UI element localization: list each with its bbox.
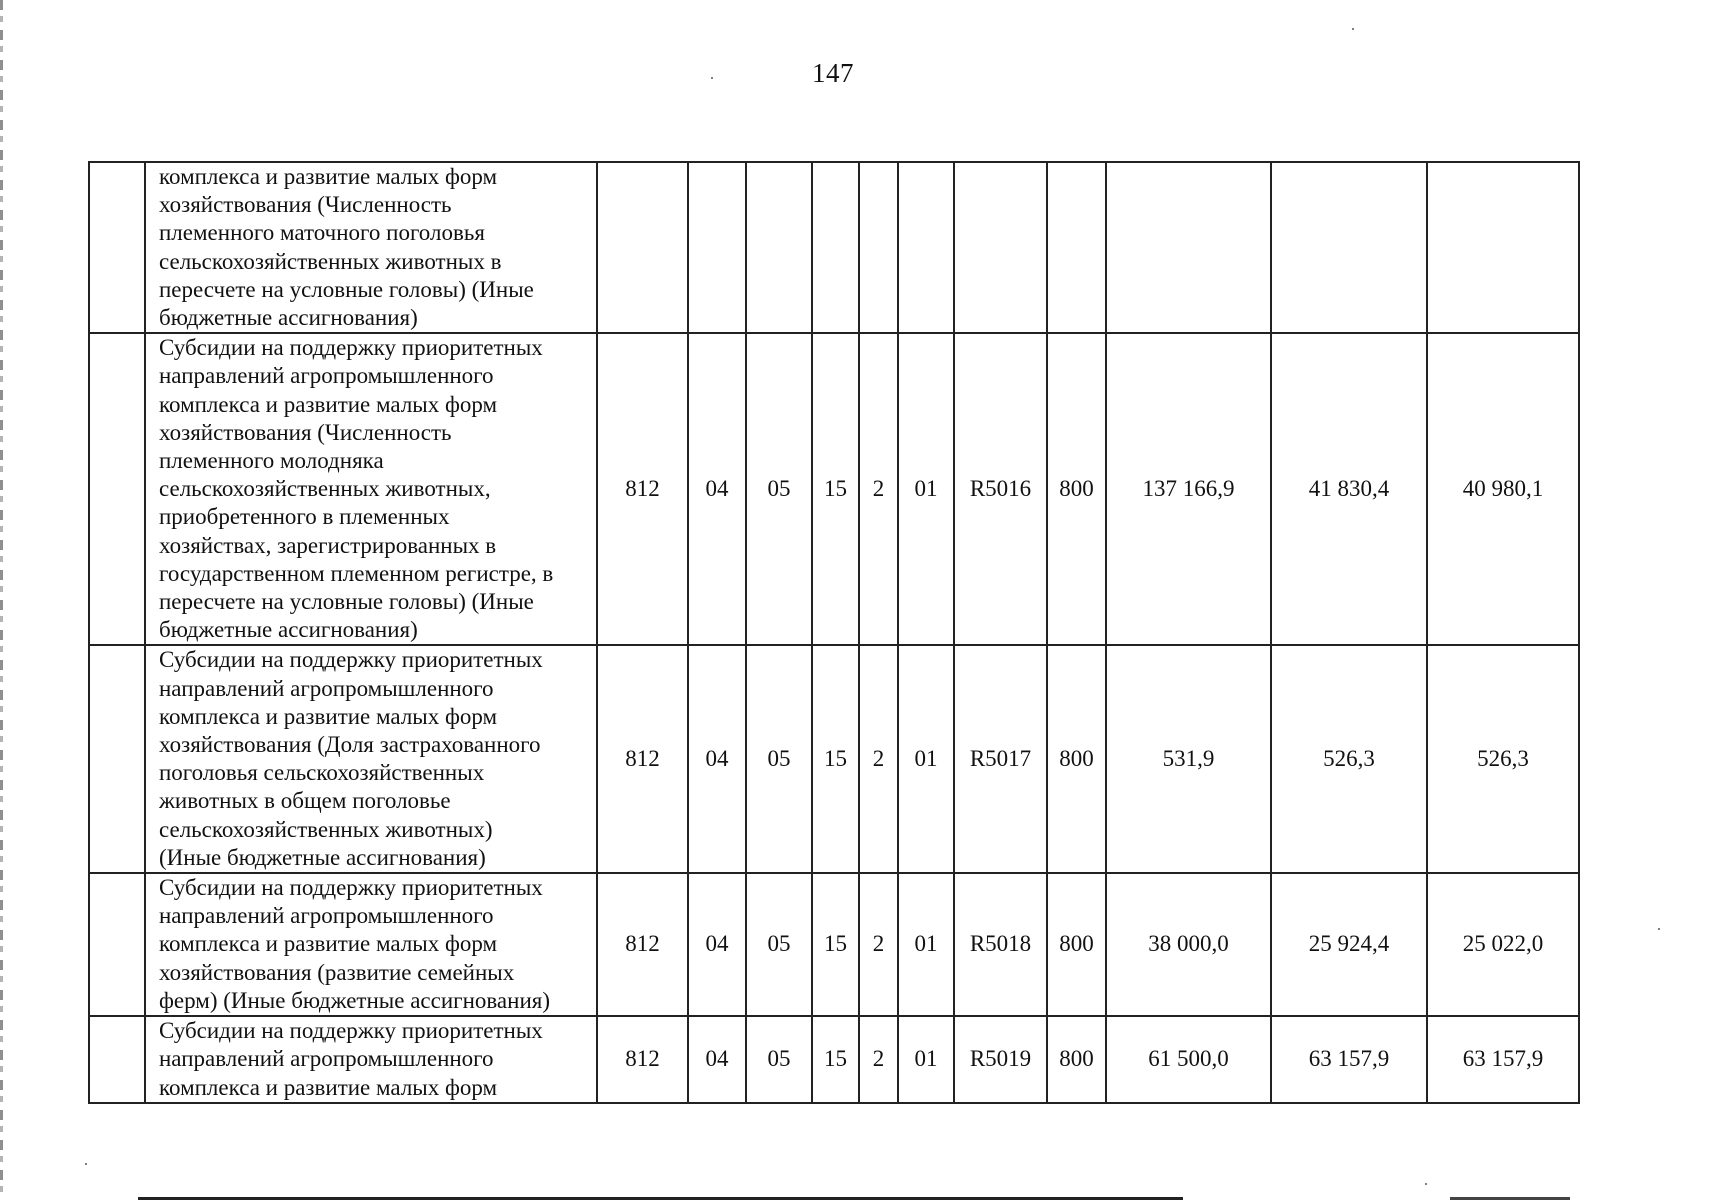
table-row [89,1016,1579,1103]
program-code-cell [812,162,859,333]
section-code-cell: 04 [688,333,746,645]
subsection-code-cell: 05 [746,645,812,873]
amount-cell [1427,162,1579,333]
target-code-cell: R5017 [954,645,1047,873]
event-code-cell: 01 [898,873,954,1016]
row-number-cell [89,1016,145,1103]
target-code-cell: R5019 [954,1016,1047,1103]
subprogram-code-cell: 2 [859,873,898,1016]
subprogram-code-cell: 2 [859,645,898,873]
amount-cell: 526,3 [1271,645,1427,873]
amount-cell [1106,162,1271,333]
table-row [89,873,1579,1016]
ministry-code-cell: 812 [597,333,688,645]
amount-cell: 531,9 [1106,645,1271,873]
amount-cell: 137 166,9 [1106,333,1271,645]
program-code-cell: 15 [812,645,859,873]
event-code-cell [898,162,954,333]
program-code-cell: 15 [812,333,859,645]
target-code-cell: R5018 [954,873,1047,1016]
program-code-cell: 15 [812,873,859,1016]
subsection-code-cell: 05 [746,873,812,1016]
scan-speck [85,1163,87,1165]
amount-cell: 40 980,1 [1427,333,1579,645]
scan-speck [711,77,713,79]
expense-type-code-cell: 800 [1047,1016,1106,1103]
scan-speck [1352,28,1354,30]
subsection-code-cell: 05 [746,333,812,645]
amount-cell: 38 000,0 [1106,873,1271,1016]
section-code-cell: 04 [688,645,746,873]
event-code-cell: 01 [898,645,954,873]
amount-cell: 61 500,0 [1106,1016,1271,1103]
budget-allocation-table [88,161,1580,1104]
description-cell: Субсидии на поддержку приоритетных направлений агропромышленного комплекса и развитие малых форм [145,1016,597,1103]
row-number-cell [89,873,145,1016]
subprogram-code-cell: 2 [859,1016,898,1103]
amount-cell: 25 924,4 [1271,873,1427,1016]
subsection-code-cell: 05 [746,1016,812,1103]
description-cell: Субсидии на поддержку приоритетных направлений агропромышленного комплекса и развитие малых форм хозяйствования (развитие семейных ферм) (Иные бюджетные ассигнования) [145,873,597,1016]
subprogram-code-cell [859,162,898,333]
subsection-code-cell [746,162,812,333]
expense-type-code-cell: 800 [1047,645,1106,873]
scan-left-edge [0,0,3,1200]
ministry-code-cell: 812 [597,873,688,1016]
ministry-code-cell: 812 [597,645,688,873]
section-code-cell [688,162,746,333]
amount-cell: 526,3 [1427,645,1579,873]
subprogram-code-cell: 2 [859,333,898,645]
table-row [89,645,1579,873]
row-number-cell [89,333,145,645]
description-cell: комплекса и развитие малых форм хозяйствования (Численность племенного маточного поголовья сельскохозяйственных животных в пересчете на условные головы) (Иные бюджетные ассигнования) [145,162,597,333]
description-cell: Субсидии на поддержку приоритетных направлений агропромышленного комплекса и развитие малых форм хозяйствования (Доля застрахованного поголовья сельскохозяйственных животных в общем поголовье сельскохозяйственных животных) (Иные бюджетные ассигнования) [145,645,597,873]
target-code-cell [954,162,1047,333]
table-row [89,333,1579,645]
event-code-cell: 01 [898,333,954,645]
row-number-cell [89,162,145,333]
scan-speck [1425,1183,1427,1185]
section-code-cell: 04 [688,1016,746,1103]
expense-type-code-cell: 800 [1047,873,1106,1016]
amount-cell: 63 157,9 [1427,1016,1579,1103]
event-code-cell: 01 [898,1016,954,1103]
amount-cell: 63 157,9 [1271,1016,1427,1103]
target-code-cell: R5016 [954,333,1047,645]
program-code-cell: 15 [812,1016,859,1103]
amount-cell [1271,162,1427,333]
expense-type-code-cell [1047,162,1106,333]
amount-cell: 41 830,4 [1271,333,1427,645]
expense-type-code-cell: 800 [1047,333,1106,645]
description-cell: Субсидии на поддержку приоритетных направлений агропромышленного комплекса и развитие малых форм хозяйствования (Численность племенного молодняка сельскохозяйственных животных, приобретенного в племенных хозяйствах, зарегистрированных в государственном племенном регистре, в пересчете на условные головы) (Иные бюджетные ассигнования) [145,333,597,645]
page-number: 147 [812,58,854,88]
row-number-cell [89,645,145,873]
ministry-code-cell [597,162,688,333]
amount-cell: 25 022,0 [1427,873,1579,1016]
table-row [89,162,1579,333]
scan-speck [1658,928,1660,930]
ministry-code-cell: 812 [597,1016,688,1103]
section-code-cell: 04 [688,873,746,1016]
